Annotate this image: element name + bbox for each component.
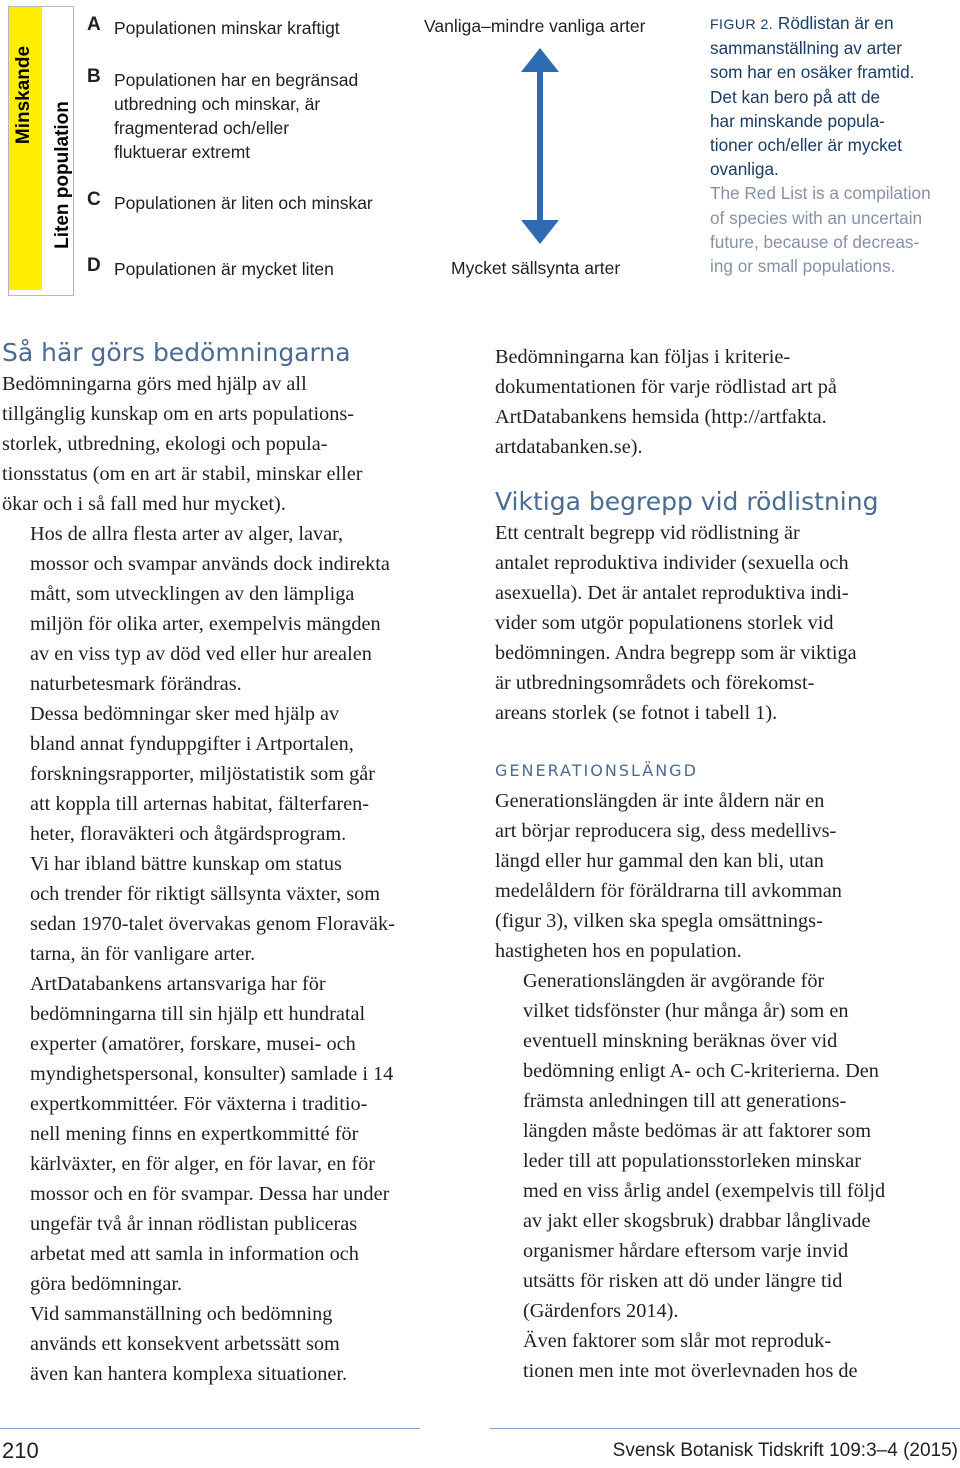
journal-citation: Svensk Botanisk Tidskrift 109:3–4 (2015) xyxy=(612,1440,958,1461)
paragraph: Generationslängden är avgörande för vilket tidsfönster (hur många år) som en eventuell minskning beräknas över vid bedömning enligt A- och C-kriterierna. Den främsta anledningen till att generations- längden måste bedömas är att faktorer som leder till att populationsstorleken minskar med en viss årlig andel (exempelvis till följd av jakt eller skogsbruk) drabbar långlivade organismer hårdare eftersom varje invid utsätts för risken att dö under längre tid (Gärdenfors 2014). xyxy=(523,970,886,1322)
page-number: 210 xyxy=(2,1438,39,1463)
scale-bottom-label: Mycket sällsynta arter xyxy=(451,258,621,278)
caption-english: The Red List is a compilation xyxy=(710,183,931,204)
paragraph: Vid sammanställning och bedömning används ett konsekvent arbetssätt som även kan hantera komplexa situationer. xyxy=(30,1303,348,1385)
category-text-a: Populationen minskar kraftigt xyxy=(114,18,340,38)
paragraph: Även faktorer som slår mot reproduk- tionen men inte mot överlevnaden hos de xyxy=(523,1330,858,1382)
scale-top-label: Vanliga–mindre vanliga arter xyxy=(424,16,646,36)
paragraph: Bedömningarna görs med hjälp av all tillgänglig kunskap om en arts populations- storlek, utbredning, ekologi och popula- tionsstatus (om en art är stabil, minskar eller ökar och i så fall med hur mycket). xyxy=(2,373,363,515)
category-text-d: Populationen är mycket liten xyxy=(114,259,334,279)
side-label-liten-population: Liten population xyxy=(52,101,73,249)
category-letter-a: A xyxy=(87,14,101,35)
paragraph: Vi har ibland bättre kunskap om status och trender för riktigt sällsynta växter, som sedan 1970-talet övervakas genom Floraväk- tarna, än för vanligare arter. xyxy=(30,853,395,965)
footer-divider xyxy=(0,1428,420,1429)
paragraph: ArtDatabankens artansvariga har för bedömningarna till sin hjälp ett hundratal experter (amatörer, forskare, musei- och myndighetspersonal, konsulter) samlade i 14 expertkommittéer. För växterna i traditio- nell mening finns en expertkommitté för kärlväxter, en för alger, en för lavar, en för mossor och en för svampar. Dessa har under ungefär två år innan rödlistan publiceras arbetat med att samla in information och göra bedömningar. xyxy=(30,973,394,1295)
category-letter-d: D xyxy=(87,255,101,276)
double-arrow-icon xyxy=(520,48,560,244)
left-column xyxy=(2,337,464,1389)
category-text-c: Populationen är liten och minskar xyxy=(114,193,373,213)
category-text-b: Populationen har en begränsad utbredning och minskar, är fragmenterad och/eller fluktuerar extremt xyxy=(114,70,359,162)
category-letter-c: C xyxy=(87,189,101,210)
side-label-minskande: Minskande xyxy=(13,45,34,145)
subheading-generationslangd: GENERATIONSLÄNGD xyxy=(495,761,698,780)
intro-paragraph: Bedömningarna kan följas i kriterie- dokumentationen för varje rödlistad art på ArtDatabankens hemsida (http://artfakta. artdatabanken.se). xyxy=(495,346,837,458)
section-heading-viktiga-begrepp: Viktiga begrepp vid rödlistning xyxy=(495,487,879,516)
category-letter-b: B xyxy=(87,66,101,87)
paragraph: Dessa bedömningar sker med hjälp av bland annat fynduppgifter i Artportalen, forskningsrapporter, miljöstatistik som går att koppla till arternas habitat, fälterfaren- heter, floraväkteri och åtgärdsprogram. xyxy=(30,703,376,845)
paragraph: Ett centralt begrepp vid rödlistning är antalet reproduktiva individer (sexuella och asexuella). Det är antalet reproduktiva indi- vider som utgör populationens storlek vid bedömningen. Andra begrepp som är viktiga är utbredningsområdets och förekomst- areans storlek (se fotnot i tabell 1). xyxy=(495,522,857,724)
footer-divider xyxy=(490,1428,960,1429)
right-column xyxy=(495,337,957,1386)
paragraph: Generationslängden är inte åldern när en art börjar reproducera sig, dess medellivs- längd eller hur gammal den kan bli, utan medelåldern för föräldrarna till avkomman (figur 3), vilken ska spegla omsättnings- hastigheten hos en population. xyxy=(495,790,842,962)
section-heading-bedomningar: Så här görs bedömningarna xyxy=(2,338,351,367)
paragraph: Hos de allra flesta arter av alger, lavar, mossor och svampar används dock indirekta mått, som utvecklingen av den lämpliga miljön för olika arter, exempelvis mängden av en viss typ av död ved eller hur arealen naturbetesmark förändras. xyxy=(30,523,390,695)
figure-caption: FIGUR 2. Rödlistan är en sammanställning av arter som har en osäker framtid. Det kan bero på att de har minskande popula- tioner och/eller är mycket ovanliga. The Red List is a compilation of species with an uncertain future, because of decreas- ing or small populations. xyxy=(710,11,960,278)
figure-label: FIGUR 2. xyxy=(710,16,774,32)
